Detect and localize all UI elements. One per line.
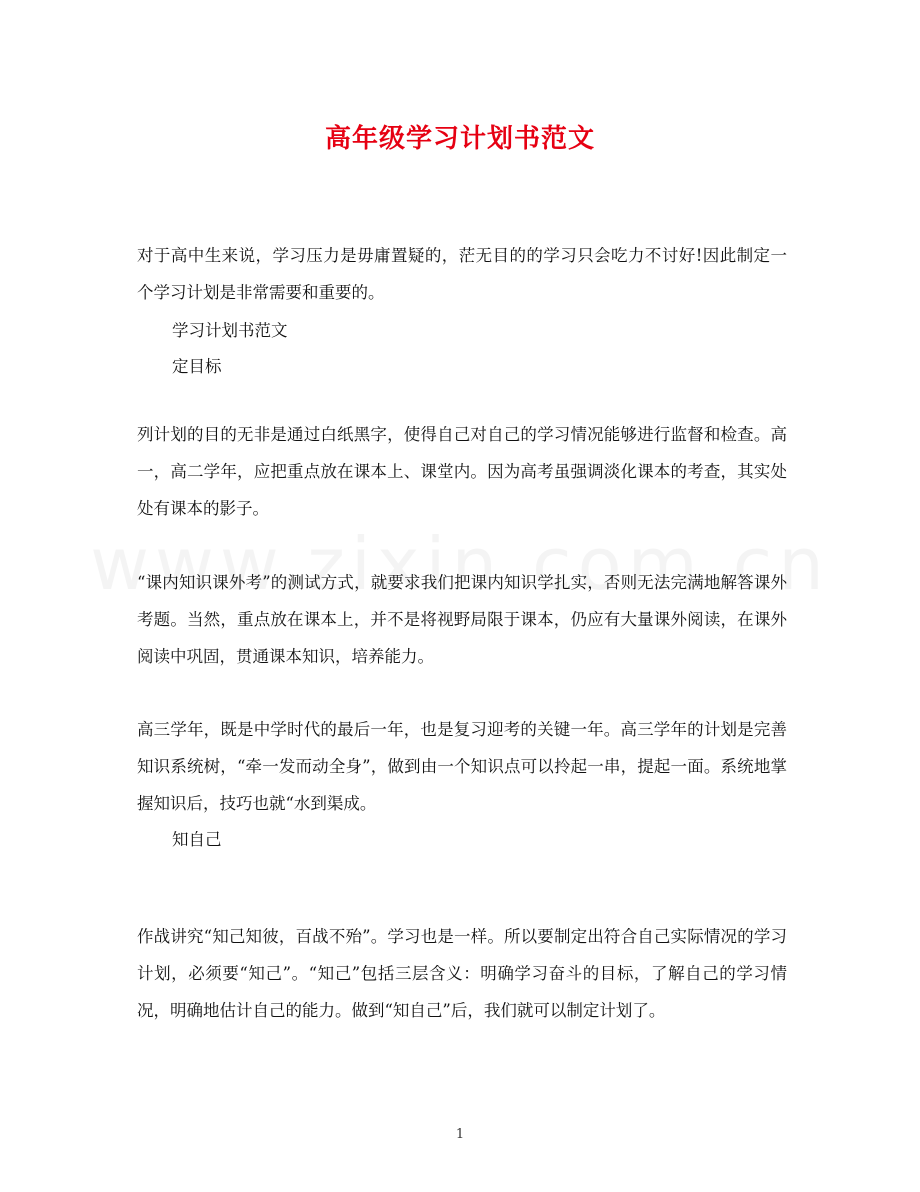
paragraph-senior-year: 高三学年，既是中学时代的最后一年，也是复习迎考的关键一年。高三学年的计划是完善知识系统树，“牵一发而动全身”，做到由一个知识点可以拎起一串，提起一面。系统地掌握知识后，技巧也就“水到渠成。 — [137, 720, 787, 813]
intro-paragraph: 对于高中生来说，学习压力是毋庸置疑的，茫无目的的学习只会吃力不讨好!因此制定一个学习计划是非常需要和重要的。 — [137, 246, 787, 302]
paragraph-in-class-knowledge: “课内知识课外考”的测试方式，就要求我们把课内知识学扎实，否则无法完满地解答课外考题。当然，重点放在课本上，并不是将视野局限于课本，仍应有大量课外阅读，在课外阅读中巩固，贯通课本知识，培养能力。 — [137, 573, 787, 666]
page-number: 1 — [455, 1127, 465, 1142]
section-heading-plan-sample: 学习计划书范文 — [172, 321, 288, 340]
section-heading-set-goals: 定目标 — [172, 357, 222, 376]
paragraph-know-yourself: 作战讲究“知己知彼，百战不殆”。学习也是一样。所以要制定出符合自己实际情况的学习计划，必须要“知己”。“知己”包括三层含义：明确学习奋斗的目标，了解自己的学习情况，明确地估计自己的能力。做到“知自己”后，我们就可以制定计划了。 — [137, 927, 787, 1020]
document-title: 高年级学习计划书范文 — [324, 124, 595, 154]
section-heading-know-yourself: 知自己 — [172, 830, 222, 849]
paragraph-plan-purpose: 列计划的目的无非是通过白纸黑字，使得自己对自己的学习情况能够进行监督和检查。高一，高二学年，应把重点放在课本上、课堂内。因为高考虽强调淡化课本的考查，其实处处有课本的影子。 — [137, 425, 787, 518]
